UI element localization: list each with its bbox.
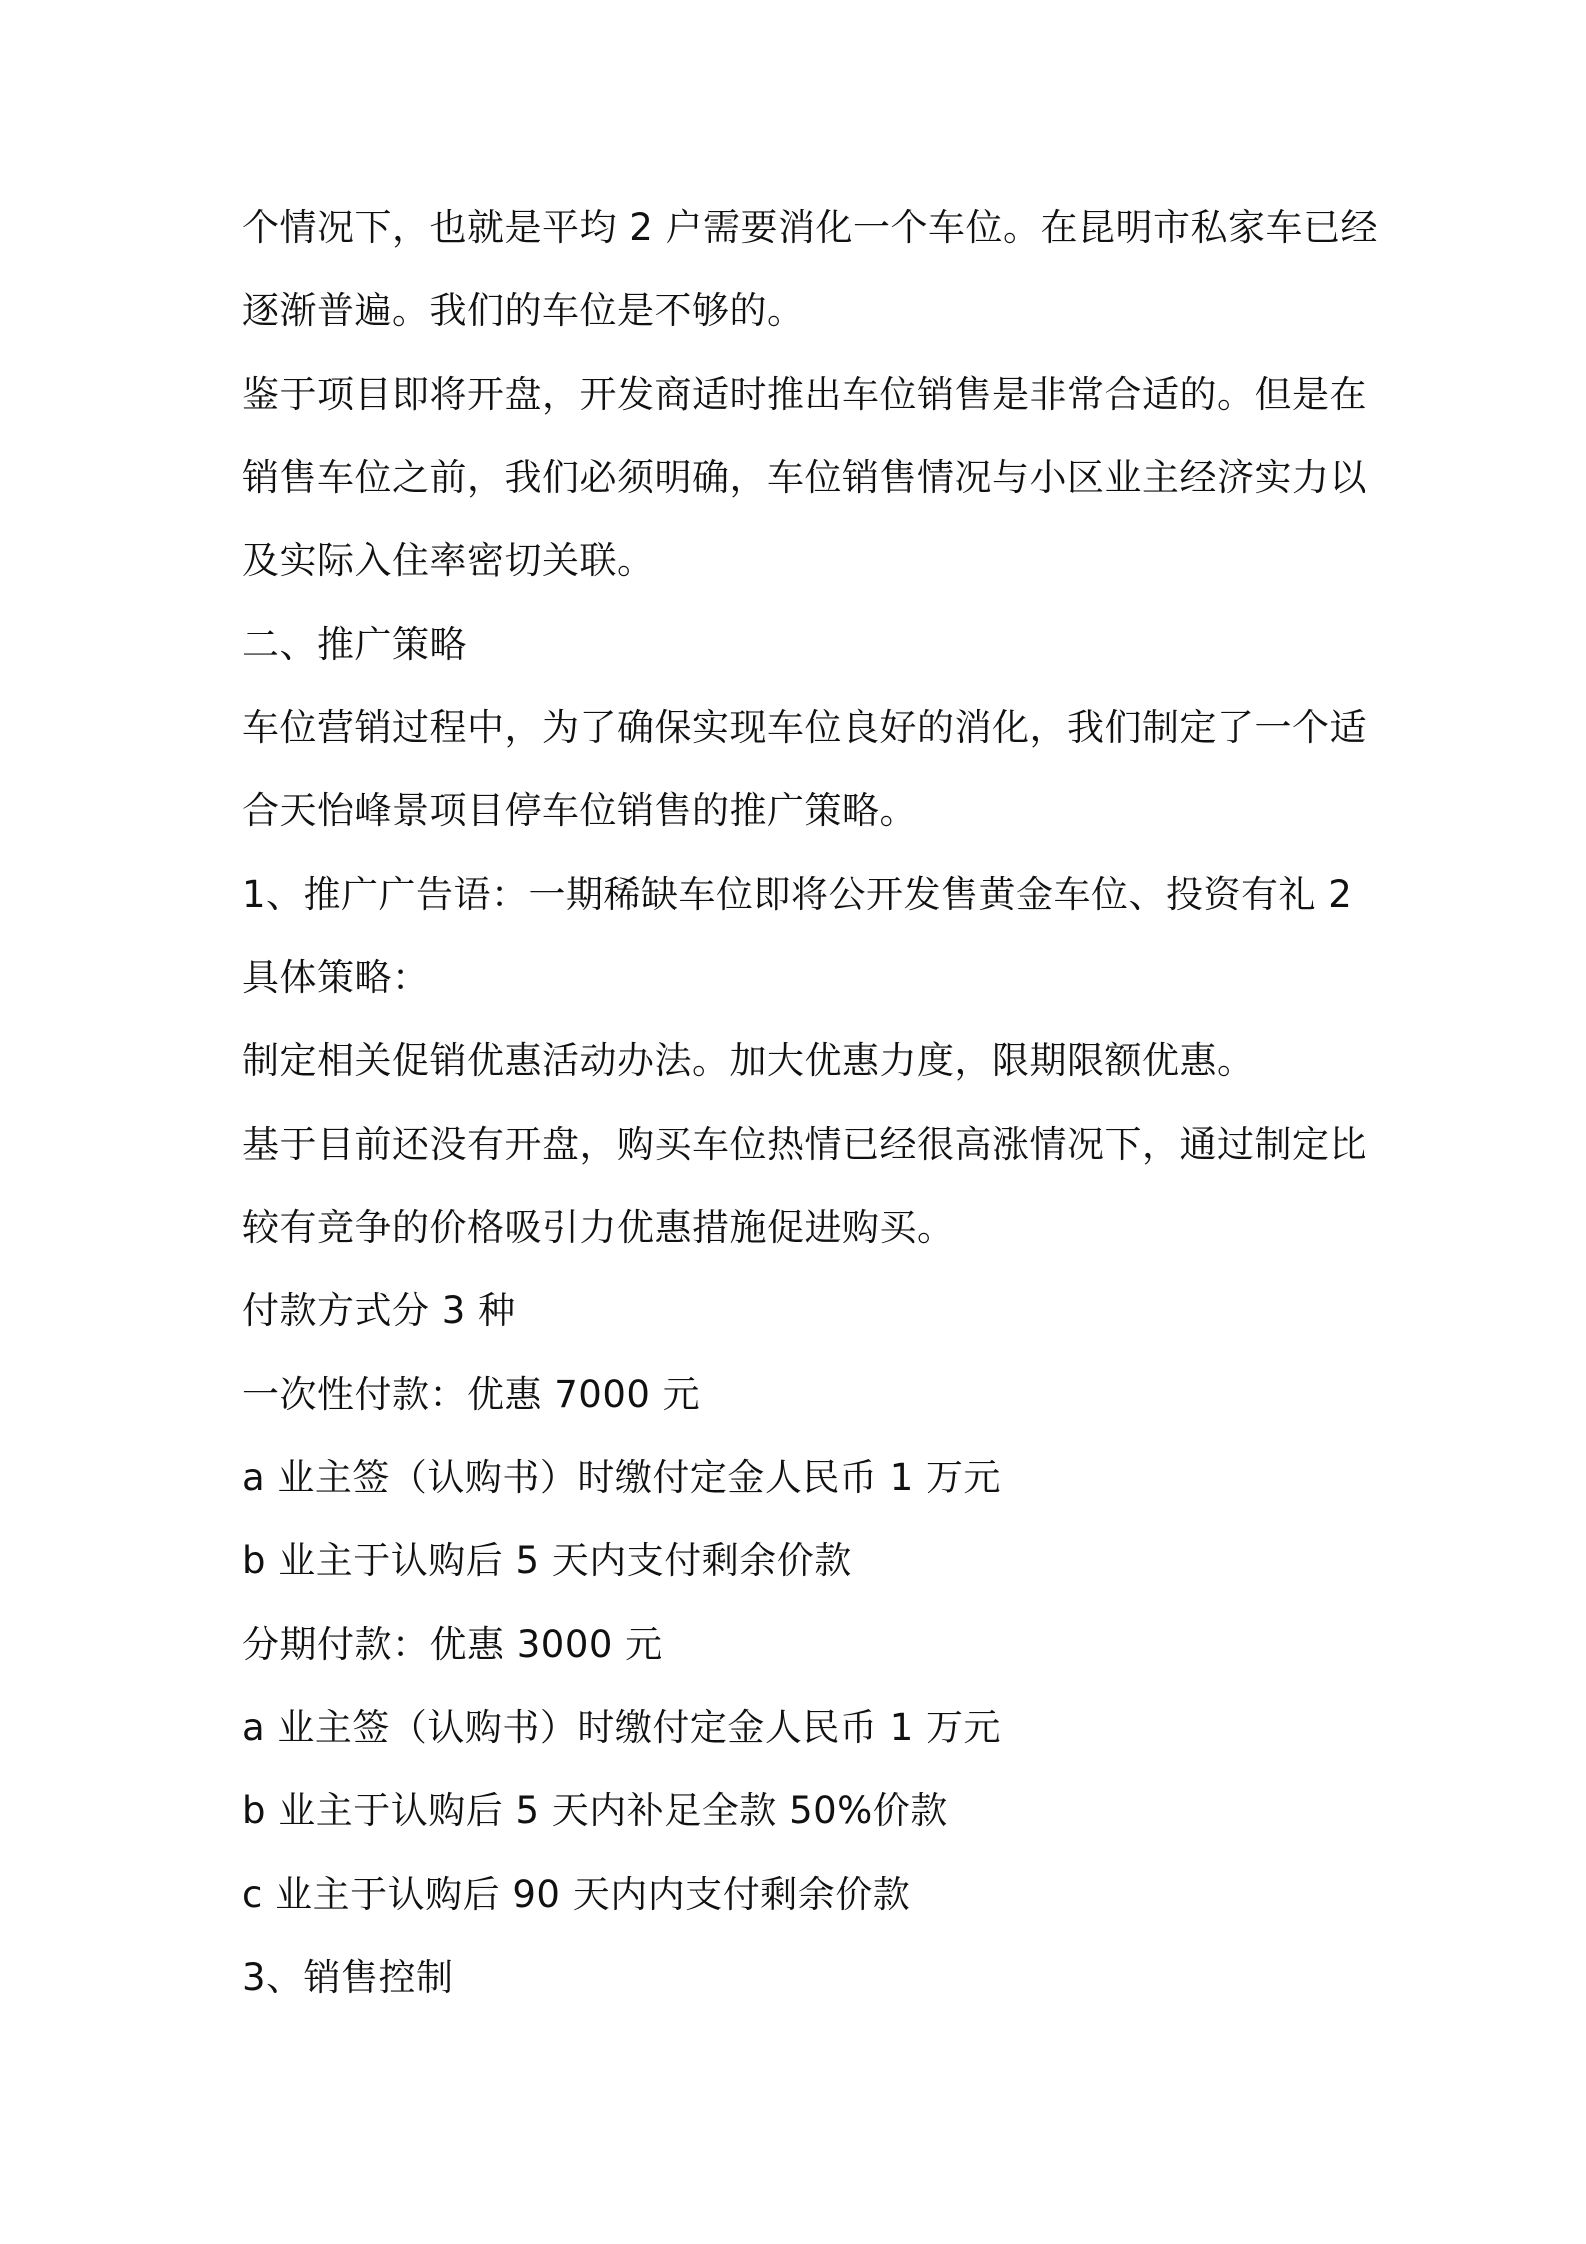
section-heading: 3、销售控制 <box>242 1956 454 1999</box>
paragraph-line: 具体策略： <box>242 956 430 999</box>
paragraph-line: 分期付款：优惠 3000 元 <box>242 1623 663 1666</box>
paragraph-line: a 业主签（认购书）时缴付定金人民币 1 万元 <box>242 1706 1001 1749</box>
paragraph-line: 一次性付款：优惠 7000 元 <box>242 1373 701 1416</box>
paragraph-line: c 业主于认购后 90 天内内支付剩余价款 <box>242 1873 911 1916</box>
paragraph-line: 逐渐普遍。我们的车位是不够的。 <box>242 289 805 332</box>
paragraph-line: 较有竞争的价格吸引力优惠措施促进购买。 <box>242 1206 955 1249</box>
paragraph-line: 制定相关促销优惠活动办法。加大优惠力度，限期限额优惠。 <box>242 1039 1255 1082</box>
paragraph-line: b 业主于认购后 5 天内支付剩余价款 <box>242 1539 852 1582</box>
paragraph-line: 及实际入住率密切关联。 <box>242 539 655 582</box>
paragraph-line: 个情况下，也就是平均 2 户需要消化一个车位。在昆明市私家车已经 <box>242 206 1379 249</box>
paragraph-line: 1、推广广告语：一期稀缺车位即将公开发售黄金车位、投资有礼 2 <box>242 873 1353 916</box>
paragraph-line: 销售车位之前，我们必须明确，车位销售情况与小区业主经济实力以 <box>242 456 1367 499</box>
paragraph-line: 合天怡峰景项目停车位销售的推广策略。 <box>242 789 917 832</box>
paragraph-line: 基于目前还没有开盘，购买车位热情已经很高涨情况下，通过制定比 <box>242 1123 1367 1166</box>
paragraph-line: b 业主于认购后 5 天内补足全款 50%价款 <box>242 1789 948 1832</box>
section-heading: 二、推广策略 <box>242 623 467 666</box>
paragraph-line: 鉴于项目即将开盘，开发商适时推出车位销售是非常合适的。但是在 <box>242 373 1367 416</box>
paragraph-line: 付款方式分 3 种 <box>242 1289 516 1332</box>
paragraph-line: 车位营销过程中，为了确保实现车位良好的消化，我们制定了一个适 <box>242 706 1367 749</box>
paragraph-line: a 业主签（认购书）时缴付定金人民币 1 万元 <box>242 1456 1001 1499</box>
